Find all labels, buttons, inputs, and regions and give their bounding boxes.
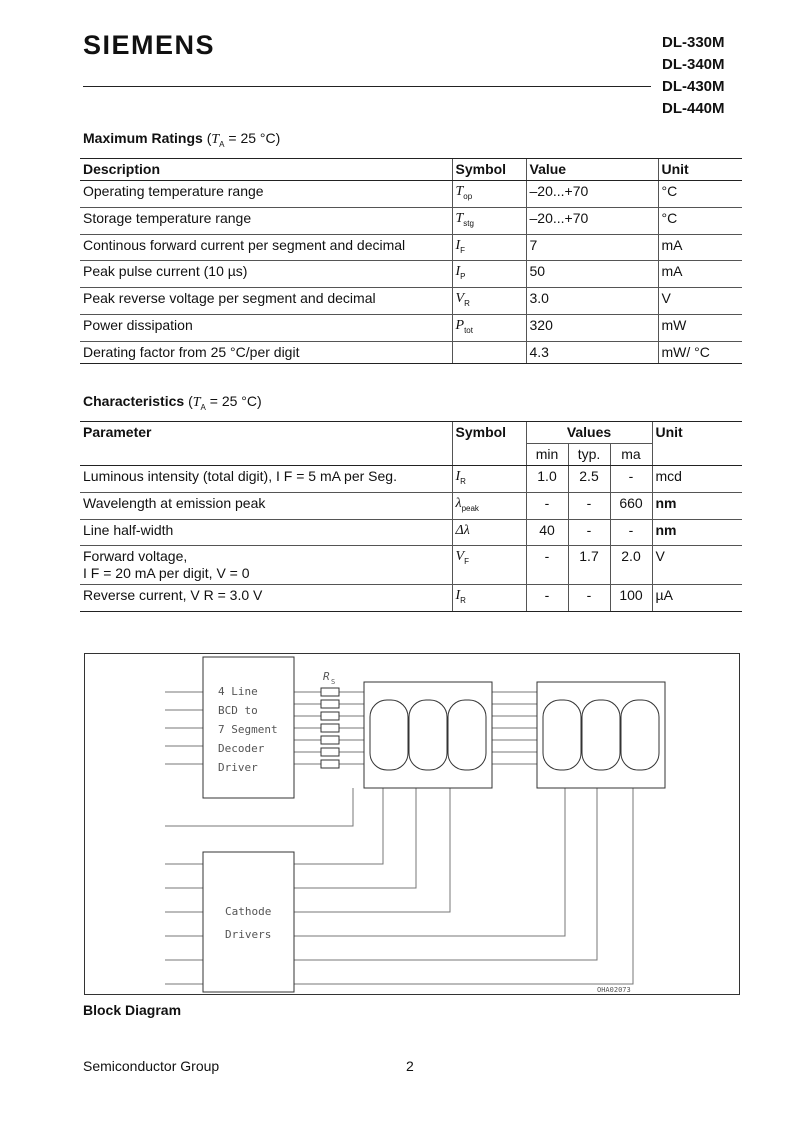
table-header-row: [80, 159, 742, 181]
char-parameter: Reverse current, V R = 3.0 V: [80, 585, 452, 612]
footer-group: Semiconductor Group: [83, 1058, 220, 1074]
rating-unit: V: [658, 288, 742, 315]
rating-symbol: $V_R$: [452, 288, 526, 315]
char-unit: V: [652, 546, 742, 585]
rating-value: 4.3: [526, 341, 658, 363]
decoder-label-line: BCD to: [218, 704, 258, 717]
char-typ: 1.7: [568, 546, 610, 585]
rating-value: –20...+70: [526, 207, 658, 234]
rating-unit: mW: [658, 314, 742, 341]
model-number: DL-330M: [662, 34, 725, 51]
char-symbol: $V_F$: [452, 546, 526, 585]
block-diagram-svg: [85, 654, 739, 994]
rating-description: Peak pulse current (10 µs): [80, 261, 452, 288]
char-unit: nm: [652, 492, 742, 519]
table-row: [80, 261, 742, 288]
char-max: 100: [610, 585, 652, 612]
rating-unit: mA: [658, 261, 742, 288]
char-unit: mcd: [652, 466, 742, 493]
ratings-title-text: Maximum Ratings: [83, 130, 203, 146]
char-unit: µA: [652, 585, 742, 612]
decoder-label-line: Driver: [218, 761, 258, 774]
block-diagram: [84, 653, 740, 995]
header-divider: [83, 86, 651, 87]
model-number: DL-440M: [662, 100, 725, 117]
rating-symbol: $T_{stg}$: [452, 207, 526, 234]
col-header: Parameter: [80, 422, 452, 466]
col-header: Value: [526, 159, 658, 181]
page-number: 2: [406, 1058, 414, 1074]
figure-code: OHA02073: [597, 986, 631, 994]
char-parameter: Luminous intensity (total digit), I F = 5 mA per Seg.: [80, 466, 452, 493]
col-header: Symbol: [452, 159, 526, 181]
characteristics-table: [80, 421, 742, 612]
char-min: -: [526, 546, 568, 585]
col-subheader: ma: [610, 444, 652, 466]
model-list: [662, 32, 725, 120]
table-row: [80, 181, 742, 208]
resistor-bank: [321, 688, 339, 768]
col-header: Unit: [652, 422, 742, 466]
char-max: 660: [610, 492, 652, 519]
char-symbol: $\lambda_{peak}$: [452, 492, 526, 519]
decoder-label-line: 7 Segment: [218, 723, 278, 736]
char-unit: nm: [652, 519, 742, 546]
char-typ: 2.5: [568, 466, 610, 493]
table-row: [80, 341, 742, 363]
table-row: [80, 546, 742, 585]
char-symbol: Δλ: [452, 519, 526, 546]
rating-value: 50: [526, 261, 658, 288]
rating-description: Peak reverse voltage per segment and decimal: [80, 288, 452, 315]
table-row: [80, 288, 742, 315]
table-row: [80, 207, 742, 234]
char-typ: -: [568, 492, 610, 519]
char-typ: -: [568, 519, 610, 546]
table-row: [80, 519, 742, 546]
col-subheader: typ.: [568, 444, 610, 466]
char-max: -: [610, 466, 652, 493]
char-parameter: Forward voltage, I F = 20 mA per digit, V = 0: [80, 546, 452, 585]
char-parameter: Line half-width: [80, 519, 452, 546]
rating-symbol: $I_P$: [452, 261, 526, 288]
rating-unit: °C: [658, 181, 742, 208]
char-symbol: $I_R$: [452, 466, 526, 493]
characteristics-title: [83, 393, 262, 412]
ratings-title: [83, 130, 280, 149]
rating-unit: mW/ °C: [658, 341, 742, 363]
char-min: 40: [526, 519, 568, 546]
rating-description: Storage temperature range: [80, 207, 452, 234]
table-row: [80, 234, 742, 261]
table-row: [80, 314, 742, 341]
characteristics-title-text: Characteristics: [83, 393, 185, 409]
rating-description: Derating factor from 25 °C/per digit: [80, 341, 452, 363]
rating-unit: °C: [658, 207, 742, 234]
rating-symbol: [452, 341, 526, 363]
figure-caption: Block Diagram: [83, 1002, 182, 1018]
cathode-label-line: Cathode: [225, 905, 272, 918]
char-symbol: $I_R$: [452, 585, 526, 612]
rating-value: 3.0: [526, 288, 658, 315]
char-min: 1.0: [526, 466, 568, 493]
char-min: -: [526, 492, 568, 519]
char-parameter: Wavelength at emission peak: [80, 492, 452, 519]
col-header: Symbol: [452, 422, 526, 466]
model-number: DL-340M: [662, 56, 725, 73]
col-subheader: min: [526, 444, 568, 466]
rating-symbol: $T_{op}$: [452, 181, 526, 208]
col-header: Description: [80, 159, 452, 181]
model-number: DL-430M: [662, 78, 725, 95]
table-header-row: [80, 422, 742, 444]
decoder-label-line: 4 Line: [218, 685, 258, 698]
char-typ: -: [568, 585, 610, 612]
decoder-label-line: Decoder: [218, 742, 265, 755]
col-header: Values: [526, 422, 652, 444]
table-row: [80, 466, 742, 493]
display-group-1: [364, 682, 492, 788]
rating-value: –20...+70: [526, 181, 658, 208]
rating-value: 320: [526, 314, 658, 341]
char-min: -: [526, 585, 568, 612]
display-group-2: [537, 682, 665, 788]
ratings-table: [80, 158, 742, 364]
char-max: 2.0: [610, 546, 652, 585]
characteristics-condition: ($T_A = 25$ °C): [188, 393, 262, 412]
resistor-label-sub: S: [331, 678, 336, 686]
siemens-logo: SIEMENS: [83, 30, 216, 60]
rating-symbol: $P_{tot}$: [452, 314, 526, 341]
cathode-driver-box: [203, 852, 294, 992]
rating-value: 7: [526, 234, 658, 261]
table-row: [80, 492, 742, 519]
rating-description: Operating temperature range: [80, 181, 452, 208]
cathode-label-line: Drivers: [225, 928, 272, 941]
rating-description: Continous forward current per segment and decimal: [80, 234, 452, 261]
col-header: Unit: [658, 159, 742, 181]
rating-description: Power dissipation: [80, 314, 452, 341]
ratings-condition: ($T_A = 25$ °C): [206, 130, 281, 149]
table-row: [80, 585, 742, 612]
rating-symbol: $I_F$: [452, 234, 526, 261]
char-max: -: [610, 519, 652, 546]
resistor-label: R: [323, 670, 330, 683]
rating-unit: mA: [658, 234, 742, 261]
